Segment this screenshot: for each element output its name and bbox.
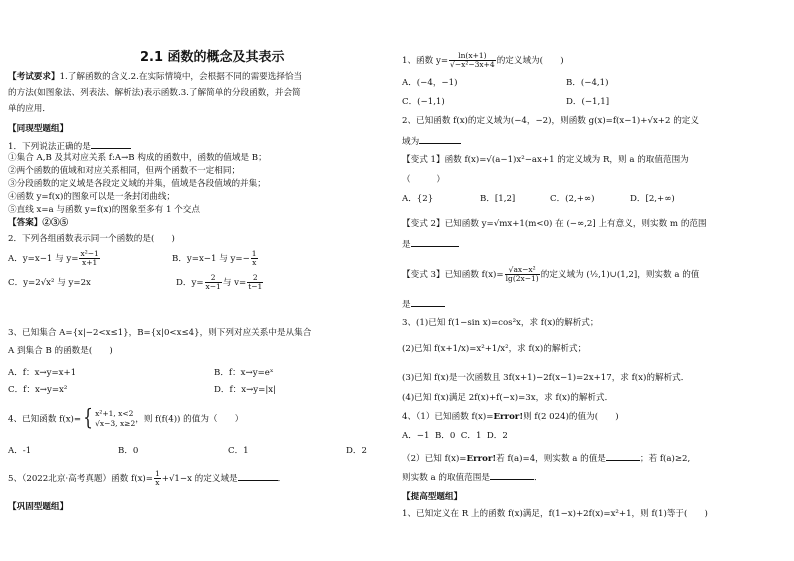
q2-option-a — [8, 250, 101, 267]
q5-blank — [238, 472, 278, 481]
q1-answer: 【答案】②③⑤ — [8, 218, 69, 228]
v3-post: 的定义域为 (½,1)∪(1,2]，则实数 a 的值 — [540, 269, 700, 280]
v1-option-b: B．[1,2] — [480, 194, 516, 204]
q3-line2: A 到集合 B 的函数是( ) — [8, 346, 113, 356]
v3-stem — [402, 266, 699, 283]
q4-option-a: A．-1 — [8, 446, 32, 456]
r-q1-option-b: B．(−4,1) — [566, 78, 609, 88]
q2-d-den1: x−1 — [205, 281, 221, 291]
r-q3-part4: (4)已知 f(x)满足 2f(x)+f(−x)=3x，求 f(x)的解析式． — [402, 393, 614, 403]
q4-pre: 4、已知函数 f(x)= — [8, 414, 82, 425]
q2-d-fraction2 — [247, 274, 263, 291]
q5-fraction — [154, 470, 161, 487]
q1-statement-3: ③分段函数的定义域是各段定义域的并集，值域是各段值域的并集； — [8, 179, 266, 189]
r-q2-blank — [419, 135, 461, 144]
q4-pieces — [95, 409, 135, 430]
v3-line2-text: 是 — [402, 300, 411, 310]
q2-d-num1: 2 — [205, 274, 222, 283]
v3-blank — [411, 298, 445, 307]
q2-b-den: x — [252, 257, 257, 267]
v2-line2-text: 是 — [402, 240, 411, 250]
q3-option-c: C．f：x→y=x² — [8, 385, 68, 395]
q2-option-b — [172, 250, 259, 267]
v1-option-a: A．{2} — [402, 194, 434, 204]
q2-d-num2: 2 — [247, 274, 263, 283]
r-q4-p2-error: Error! — [466, 454, 497, 464]
q4-piece1: x²+1, x<2 — [95, 408, 134, 418]
v1-option-d: D．[2,+∞) — [630, 194, 675, 204]
q1-blank — [91, 140, 131, 149]
r-q1-num: ln(x+1) — [449, 52, 496, 61]
exam-req-text1: 1.了解函数的含义.2.在实际情境中，会根据不同的需要选择恰当 — [59, 72, 303, 82]
r-q4-pre: 4、（1）已知函数 f(x)= — [402, 412, 494, 422]
r-q4-option-c: C．1 — [460, 431, 482, 441]
r-q2-line2 — [402, 135, 461, 149]
r-q4-post: 则 f(2 024)的值为( ) — [523, 412, 619, 422]
r-q3-part2: (2)已知 f(x+1/x)=x²+1/x²，求 f(x)的解析式； — [402, 344, 587, 354]
q3-option-d: D．f：x→y=|x| — [214, 385, 276, 395]
r-q1-den: √−x²−3x+4 — [450, 59, 495, 69]
section-basic: 【同现型题组】 — [8, 124, 69, 134]
v1-paren: （ ） — [402, 175, 445, 185]
v3-num: √ax−x² — [505, 266, 540, 275]
r-q4-option-d: D．2 — [486, 431, 508, 441]
r-q1-option-a: A．(−4，−1) — [402, 78, 458, 88]
r-q1-stem — [402, 52, 564, 69]
q2-a-text: A．y=x−1 与 y= — [8, 253, 79, 264]
page-title: 2.1 函数的概念及其表示 — [140, 50, 285, 65]
r-q3-part1: 3、(1)已知 f(1−sin x)=cos²x，求 f(x)的解析式； — [402, 318, 599, 328]
r-q4-p2-tail: ；若 f(a)≥2, — [639, 454, 691, 464]
section-advanced: 【提高型题组】 — [402, 492, 463, 502]
r-q2-line1: 2、已知函数 f(x)的定义域为(−4，−2)，则函数 g(x)=f(x−1)+√x+2 的定义 — [402, 116, 699, 126]
exam-req-line3: 单的应用． — [8, 104, 51, 114]
q2-option-d — [176, 274, 264, 291]
r-q5-stem: 1、已知定义在 R 上的函数 f(x)满足，f(1−x)+2f(x)=x²+1，则 f(1)等于( ) — [402, 509, 708, 519]
q2-a-den: x+1 — [81, 257, 98, 267]
q1-stem-text: 1．下列说法正确的是 — [8, 142, 91, 152]
r-q4-error: Error! — [493, 412, 524, 422]
q4-post: ，则 f(f(4)) 的值为（ ） — [135, 414, 244, 425]
v3-line2 — [402, 298, 445, 312]
r-q4-line3 — [402, 452, 690, 466]
q2-a-num: x²−1 — [80, 249, 99, 258]
q1-statement-5: ⑤直线 x=a 与函数 y=f(x)的图象至多有 1 个交点 — [8, 205, 200, 215]
q5-stem — [8, 470, 286, 487]
q2-b-fraction — [251, 250, 258, 267]
q5-den: x — [155, 477, 160, 487]
r-q2-line2-text: 域为 — [402, 137, 420, 147]
v2-line1: 【变式 2】已知函数 y=√mx+1(m<0) 在 (−∞,2] 上有意义，则实数 m 的范围 — [402, 219, 707, 229]
q1-stem — [8, 140, 131, 154]
q4-option-b: B．0 — [118, 446, 139, 456]
q5-num: 1 — [154, 469, 160, 478]
q5-end: ． — [277, 473, 287, 484]
exam-req-line2: 的方法(如图象法、列表法、解析法)表示函数.3.了解简单的分段函数，并会简 — [8, 88, 301, 98]
v2-blank — [411, 238, 459, 247]
r-q4-line4-text: 则实数 a 的取值范围是 — [402, 473, 490, 483]
q2-option-c: C．y=2√x² 与 y=2x — [8, 278, 91, 288]
v3-fraction — [505, 266, 540, 283]
q2-d-fraction1 — [205, 274, 222, 291]
r-q1-post: 的定义域为( ) — [496, 55, 564, 66]
r-q1-option-d: D．(−1,1] — [566, 97, 610, 107]
q4-stem — [8, 408, 243, 430]
r-q4-blank1 — [606, 452, 640, 461]
q2-b-num: 1 — [251, 249, 257, 258]
q3-line1: 3、已知集合 A={x|−2<x≤1}，B={x|0<x≤4}，则下列对应关系中是从集合 — [8, 328, 312, 338]
q5-pre: 5、（2022北京·高考真题）函数 f(x)= — [8, 473, 153, 484]
r-q4-option-b: B．0 — [434, 431, 456, 441]
r-q4-line4: 则实数 a 的取值范围是 ． — [402, 473, 543, 483]
q2-d-text: D．y= — [176, 277, 204, 288]
v1-stem: 【变式 1】函数 f(x)=√(a−1)x²−ax+1 的定义域为 R，则 a 的取值范围为 — [402, 155, 689, 165]
exam-req-line1 — [8, 72, 302, 84]
r-q1-pre: 1、函数 y= — [402, 55, 449, 66]
q4-brace: { — [83, 406, 94, 431]
r-q1-fraction — [449, 52, 496, 69]
r-q3-part3: (3)已知 f(x)是一次函数且 3f(x+1)−2f(x−1)=2x+17，求 f(x)的解析式． — [402, 373, 690, 383]
q2-stem: 2．下列各组函数表示同一个函数的是( ) — [8, 234, 175, 244]
exam-req-tag: 【考试要求】 — [8, 72, 60, 82]
r-q4-options — [402, 431, 508, 443]
q3-option-a: A．f：x→y=x+1 — [8, 368, 77, 378]
v1-option-c: C．(2,+∞) — [550, 194, 595, 204]
section-consolidate: 【巩固型题组】 — [8, 502, 69, 512]
v3-pre: 【变式 3】已知函数 f(x)= — [402, 269, 504, 280]
r-q4-line1 — [402, 412, 619, 424]
q2-b-text: B．y=x−1 与 y=− — [172, 253, 250, 264]
v3-den: lg(2x−1) — [505, 273, 539, 283]
r-q1-option-c: C．(−1,1) — [402, 97, 445, 107]
q4-piece2: √x−3, x≥2 — [95, 419, 136, 428]
r-q4-option-a: A．−1 — [402, 431, 430, 441]
q5-post: +√1−x 的定义域是 — [161, 473, 238, 484]
r-q4-p2-post: 若 f(a)=4，则实数 a 的值是 — [496, 454, 606, 464]
q1-statement-1: ①集合 A,B 及其对应关系 f:A→B 构成的函数中，函数的值域是 B； — [8, 153, 267, 163]
q2-d-den2: t−1 — [248, 281, 263, 291]
r-q4-blank2 — [490, 471, 534, 480]
q2-d-mid: 与 v= — [222, 277, 247, 288]
q1-statement-2: ②两个函数的值域和对应关系相同，但两个函数不一定相同； — [8, 166, 241, 176]
q3-option-b: B．f：x→y=eˣ — [214, 368, 274, 378]
q4-option-c: C．1 — [228, 446, 249, 456]
q4-option-d: D．2 — [346, 446, 367, 456]
r-q4-p2-pre: （2）已知 f(x)= — [402, 454, 467, 464]
v2-line2 — [402, 238, 459, 252]
q2-a-fraction — [79, 250, 99, 267]
q1-statement-4: ④函数 y=f(x)的图象可以是一条封闭曲线； — [8, 192, 176, 202]
